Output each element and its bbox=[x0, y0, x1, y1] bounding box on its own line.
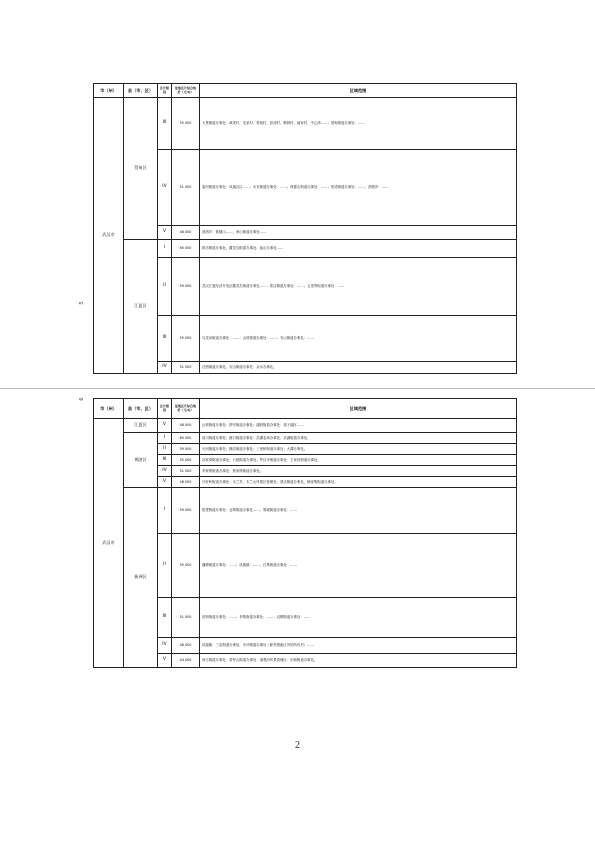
county-cell: 新洲区 bbox=[124, 488, 158, 668]
price-cell: 55 000 bbox=[172, 316, 200, 362]
price-cell: 65 000 bbox=[172, 240, 200, 258]
level-cell: IV bbox=[158, 150, 172, 226]
range-cell: 阳逻街道办事处：仓埠街道办事处……；邾城街道办事处：…… bbox=[200, 488, 517, 534]
level-cell: I bbox=[158, 240, 172, 258]
header-range: 区域范围 bbox=[200, 399, 517, 419]
header-city: 市（州） bbox=[94, 84, 124, 98]
range-cell: 徐古街道办事处：将军山街道办事处：道观河风景管理区：旧街街道办事处。 bbox=[200, 654, 517, 668]
price-cell: 59 000 bbox=[172, 258, 200, 316]
sheet-divider bbox=[0, 388, 595, 389]
level-cell: V bbox=[158, 477, 172, 488]
price-cell: 48 000 bbox=[172, 419, 200, 433]
header-county: 县（市、区） bbox=[124, 399, 158, 419]
header-level: 区片级别 bbox=[158, 399, 172, 419]
side-page-number: 6 bbox=[78, 397, 85, 401]
level-cell: II bbox=[158, 444, 172, 455]
range-cell: 长轩岭街道办事处：木兰乡、木兰山风景区管理处；蔡店街道办事处、姚家集街道办事处。 bbox=[200, 477, 517, 488]
level-cell: I bbox=[158, 433, 172, 444]
level-cell: IV bbox=[158, 466, 172, 477]
header-level: 区片级别 bbox=[158, 84, 172, 98]
price-cell: 48 000 bbox=[172, 638, 200, 654]
level-cell: V bbox=[158, 226, 172, 240]
land-price-table-top bbox=[93, 83, 517, 374]
bottom-table-sheet bbox=[93, 398, 517, 700]
range-cell: 纸坊街道办事处、藏龙岛街道办事处、庙山办事处…… bbox=[200, 240, 517, 258]
range-cell: 大集街道办事处：黄虎村、龙泉村、张巷村、彭湾村、鹤林村、郝家村、中心湾……；蔡甸街道办事处：…… bbox=[200, 98, 517, 150]
land-price-table-bottom bbox=[93, 398, 517, 668]
price-cell: 59 000 bbox=[172, 488, 200, 534]
range-cell: 潘塘街道办事处：……；凤凰镇：……；汪集街道办事处：…… bbox=[200, 534, 517, 598]
range-cell: 消泗乡：侏儒山……；奓山街道办事处…… bbox=[200, 226, 517, 240]
level-cell: V bbox=[158, 419, 172, 433]
level-cell: III bbox=[158, 98, 172, 150]
page-number: 2 bbox=[295, 740, 300, 751]
county-cell: 黄陂区 bbox=[124, 433, 158, 488]
range-cell: 李家集街道办事处：蔡家榨街道办事处。 bbox=[200, 466, 517, 477]
range-cell: 索河街道办事处：凤凰社区……；永安街道办事处：……；侏儒山街道办事处：……；张湾街道办事处：……；消泗乡：…… bbox=[200, 150, 517, 226]
level-cell: II bbox=[158, 534, 172, 598]
price-cell: 48 000 bbox=[172, 477, 200, 488]
range-cell: 武汉江夏经济开发区藏龙岛街道办事处……；郑店街道办事处：……；五里界街道办事处：…… bbox=[200, 258, 517, 316]
level-cell: III bbox=[158, 598, 172, 638]
level-cell: I bbox=[158, 488, 172, 534]
price-cell: 65 000 bbox=[172, 433, 200, 444]
side-page-number: 5 bbox=[78, 301, 85, 305]
price-cell: 44 000 bbox=[172, 654, 200, 668]
range-cell: 法泗街道办事处、安山街道办事处：余水办事处。 bbox=[200, 362, 517, 374]
top-table-sheet bbox=[93, 83, 517, 380]
level-cell: III bbox=[158, 455, 172, 466]
price-cell: 59 000 bbox=[172, 444, 200, 455]
range-cell: 天河街道办事处；横店街道办事处：三里桥街道办事处；大潭办事处。 bbox=[200, 444, 517, 455]
county-cell: 江夏区 bbox=[124, 240, 158, 374]
price-cell: 51 000 bbox=[172, 150, 200, 226]
price-cell: 55 000 bbox=[172, 98, 200, 150]
header-range: 区域范围 bbox=[200, 84, 517, 98]
level-cell: IV bbox=[158, 638, 172, 654]
city-cell: 武汉市 bbox=[94, 419, 124, 668]
price-cell: 55 000 bbox=[172, 534, 200, 598]
level-cell: III bbox=[158, 316, 172, 362]
price-cell: 55 000 bbox=[172, 455, 200, 466]
header-price: 征地区片综合地价（元/亩） bbox=[172, 399, 200, 419]
level-cell: II bbox=[158, 258, 172, 316]
price-cell: 51 000 bbox=[172, 598, 200, 638]
range-cell: 乌龙泉街道办事处：……；山坡街道办事处：……；安山街道办事处：…… bbox=[200, 316, 517, 362]
range-cell: 前川街道办事处；滠口街道办事处：武湖农场办事处、武湖街道办事处。 bbox=[200, 433, 517, 444]
city-cell: 武汉市 bbox=[94, 98, 124, 374]
header-county: 县（市、区） bbox=[124, 84, 158, 98]
county-cell: 蔡甸区 bbox=[124, 98, 158, 240]
range-cell: 山坡街道办事处：舒安街道办事处；湖泗街道办事处：梁子湖区…… bbox=[200, 419, 517, 433]
range-cell: 凤凰镇：三店街道办事处、辛冲街道办事处（除孝感新区外的所有村）…… bbox=[200, 638, 517, 654]
price-cell: 48 000 bbox=[172, 226, 200, 240]
range-cell: 旧街街道办事处：……；李集街道办事处：……；双柳街道办事处：…… bbox=[200, 598, 517, 638]
price-cell: 51 000 bbox=[172, 466, 200, 477]
level-cell: V bbox=[158, 654, 172, 668]
county-cell: 江夏区 bbox=[124, 419, 158, 433]
header-price: 征地区片综合地价（元/亩） bbox=[172, 84, 200, 98]
level-cell: IV bbox=[158, 362, 172, 374]
header-city: 市（州） bbox=[94, 399, 124, 419]
price-cell: 51 000 bbox=[172, 362, 200, 374]
range-cell: 祁家湾街道办事处；六指街道办事处；罗汉寺街道办事处：王家河街道办事处。 bbox=[200, 455, 517, 466]
